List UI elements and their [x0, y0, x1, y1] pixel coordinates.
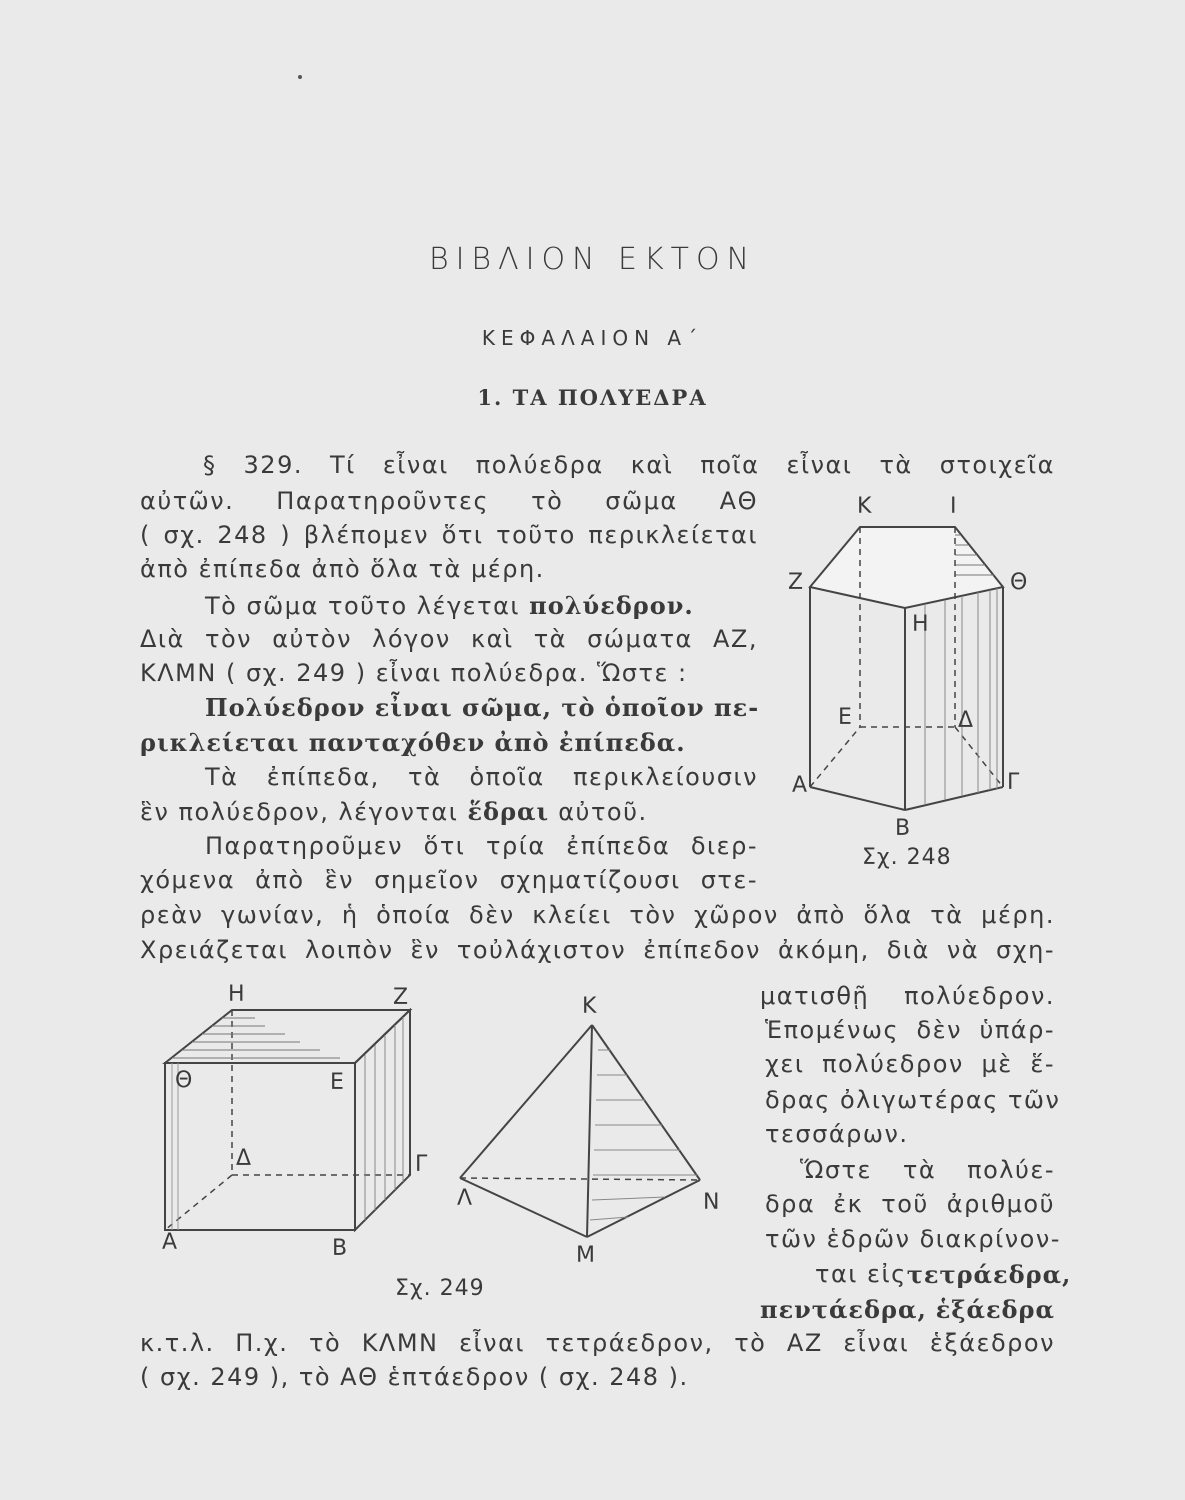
figure-249-caption: Σχ. 249 [395, 1276, 485, 1301]
definition-line: Πολύεδρον εἶναι σῶμα, τὸ ὁποῖον πε- [205, 693, 760, 722]
term-exaedra: ἑξάεδρα [935, 1295, 1055, 1324]
label-K: Κ [857, 494, 872, 519]
label-A: Α [792, 773, 808, 798]
tetra-label-L: Λ [457, 1186, 473, 1211]
label-H: Η [912, 612, 929, 637]
text-line: Παρατηροῦμεν ὅτι τρία ἐπίπεδα διερ- [205, 832, 758, 860]
text-line: κ.τ.λ. Π.χ. τὸ ΚΛΜΝ εἶναι τετράεδρον, τὸ ΑΖ εἶναι ἑξάεδρον [140, 1329, 1055, 1357]
text-line: ματισθῇ πολύεδρον. [760, 982, 1055, 1010]
text-line: Τὰ ἐπίπεδα, τὰ ὁποῖα περικλείουσιν [205, 763, 758, 791]
cube-label-H: Η [228, 982, 245, 1007]
term-edrai: ἕδραι [467, 797, 550, 826]
text-line: ( σχ. 249 ), τὸ ΑΘ ἑπτάεδρον ( σχ. 248 ). [140, 1363, 689, 1391]
cube-label-G: Γ [415, 1152, 428, 1177]
text-line: Χρειάζεται λοιπὸν ἓν τοὐλάχιστον ἐπίπεδον ἀκόμη, διὰ νὰ σχη- [140, 936, 1055, 964]
cube-label-E: Ε [330, 1070, 344, 1095]
text-line: τεσσάρων. [765, 1120, 909, 1148]
text-line: ἓν πολύεδρον, λέγονται ἕδραι αὐτοῦ. [140, 797, 648, 826]
label-Th: Θ [1010, 570, 1028, 595]
text-line: Ἑπομένως δὲν ὑπάρ- [765, 1016, 1055, 1044]
term-tetraedra: τετράεδρα, [906, 1260, 1072, 1289]
term-pentaedra: πεντάεδρα, [760, 1295, 927, 1324]
text-line: ΚΛΜΝ ( σχ. 249 ) εἶναι πολύεδρα. Ὥστε : [140, 659, 688, 687]
tetra-label-M: Μ [576, 1243, 595, 1268]
label-Z: Ζ [788, 570, 804, 595]
label-B: Β [895, 816, 911, 841]
cube-label-B: Β [332, 1236, 348, 1261]
book-title: ΒΙΒΛΙΟΝ ΕΚΤΟΝ [428, 242, 757, 277]
label-I: Ι [950, 494, 957, 519]
text-line: ἀπὸ ἐπίπεδα ἀπὸ ὅλα τὰ μέρη. [140, 555, 545, 583]
definition-line: ρικλείεται πανταχόθεν ἀπὸ ἐπίπεδα. [140, 728, 686, 757]
text-line: ρεὰν γωνίαν, ἡ ὁποία δὲν κλείει τὸν χῶρον ἀπὸ ὅλα τὰ μέρη. [140, 901, 1055, 929]
chapter-title: ΚΕΦΑΛΑΙΟΝ Α΄ [481, 326, 704, 350]
label-D: Δ [958, 708, 974, 733]
text-line: Τὸ σῶμα τοῦτο λέγεται πολύεδρον. [205, 591, 694, 620]
text-line: Διὰ τὸν αὐτὸν λόγον καὶ τὰ σώματα ΑΖ, [140, 625, 758, 653]
figure-248-caption: Σχ. 248 [862, 845, 952, 870]
text-line: δρα ἐκ τοῦ ἀριθμοῦ [765, 1190, 1055, 1218]
label-E: Ε [838, 705, 852, 730]
text-line: δρας ὀλιγωτέρας τῶν [765, 1086, 1061, 1114]
text-line: § 329. Τί εἶναι πολύεδρα καὶ ποῖα εἶναι τὰ στοιχεῖα [203, 451, 1055, 479]
cube-label-Z: Ζ [393, 985, 409, 1010]
cube-label-D: Δ [236, 1146, 252, 1171]
term-polyedron: πολύεδρον. [529, 591, 694, 620]
tetra-label-K: Κ [582, 994, 597, 1019]
text-line: Ὥστε τὰ πολύε- [800, 1156, 1055, 1184]
text-line: τῶν ἑδρῶν διακρίνον- [765, 1225, 1061, 1253]
cube-label-A: Α [162, 1230, 178, 1255]
cube-label-Th: Θ [175, 1068, 193, 1093]
label-G: Γ [1007, 770, 1020, 795]
text-line: ται εἰς τετράεδρα, [815, 1260, 1072, 1289]
text-line: αὐτῶν. Παρατηροῦντες τὸ σῶμα ΑΘ [140, 487, 758, 515]
text-line: ( σχ. 248 ) βλέπομεν ὅτι τοῦτο περικλείεται [140, 521, 758, 549]
text-line: χει πολύεδρον μὲ ἕ- [765, 1050, 1055, 1078]
text-line: χόμενα ἀπὸ ἓν σημεῖον σχηματίζουσι στε- [140, 866, 758, 894]
section-title: 1. ΤΑ ΠΟΛΥΕΔΡΑ [477, 385, 708, 410]
tetra-label-N: Ν [703, 1190, 720, 1215]
